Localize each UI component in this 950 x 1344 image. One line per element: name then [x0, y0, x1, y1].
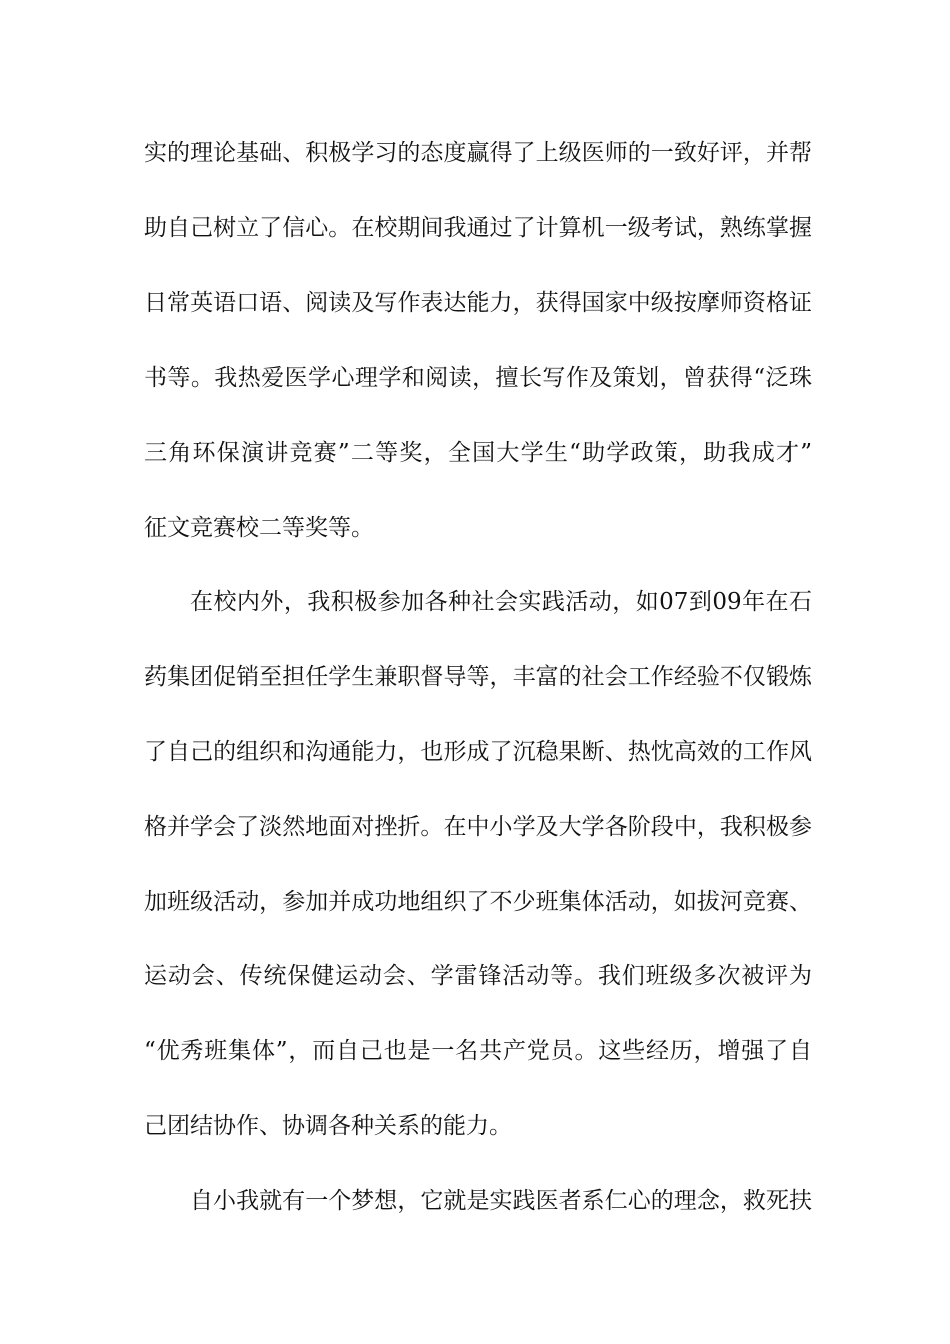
text-line: 三角环保演讲竞赛”二等奖，全国大学生“助学政策，助我成才”: [144, 440, 812, 466]
paragraph-first-line: 在校内外，我积极参加各种社会实践活动，如07到09年在石: [190, 589, 812, 615]
text-line: 书等。我热爱医学心理学和阅读，擅长写作及策划，曾获得“泛珠: [144, 365, 812, 391]
text-line: 己团结协作、协调各种关系的能力。: [144, 1113, 512, 1139]
text-line: 了自己的组织和沟通能力，也形成了沉稳果断、热忱高效的工作风: [144, 739, 812, 765]
text-line: “优秀班集体”，而自己也是一名共产党员。这些经历，增强了自: [144, 1038, 812, 1064]
text-line: 助自己树立了信心。在校期间我通过了计算机一级考试，熟练掌握: [144, 215, 812, 241]
text-line: 日常英语口语、阅读及写作表达能力，获得国家中级按摩师资格证: [144, 290, 812, 316]
text-line: 加班级活动，参加并成功地组织了不少班集体活动，如拔河竞赛、: [144, 889, 812, 915]
paragraph-first-line: 自小我就有一个梦想，它就是实践医者系仁心的理念，救死扶: [190, 1188, 812, 1214]
text-line: 征文竞赛校二等奖等。: [144, 515, 374, 541]
text-line: 实的理论基础、积极学习的态度赢得了上级医师的一致好评，并帮: [144, 140, 812, 166]
text-line: 药集团促销至担任学生兼职督导等，丰富的社会工作经验不仅锻炼: [144, 664, 812, 690]
text-line: 运动会、传统保健运动会、学雷锋活动等。我们班级多次被评为: [144, 963, 812, 989]
text-line: 格并学会了淡然地面对挫折。在中小学及大学各阶段中，我积极参: [144, 814, 812, 840]
